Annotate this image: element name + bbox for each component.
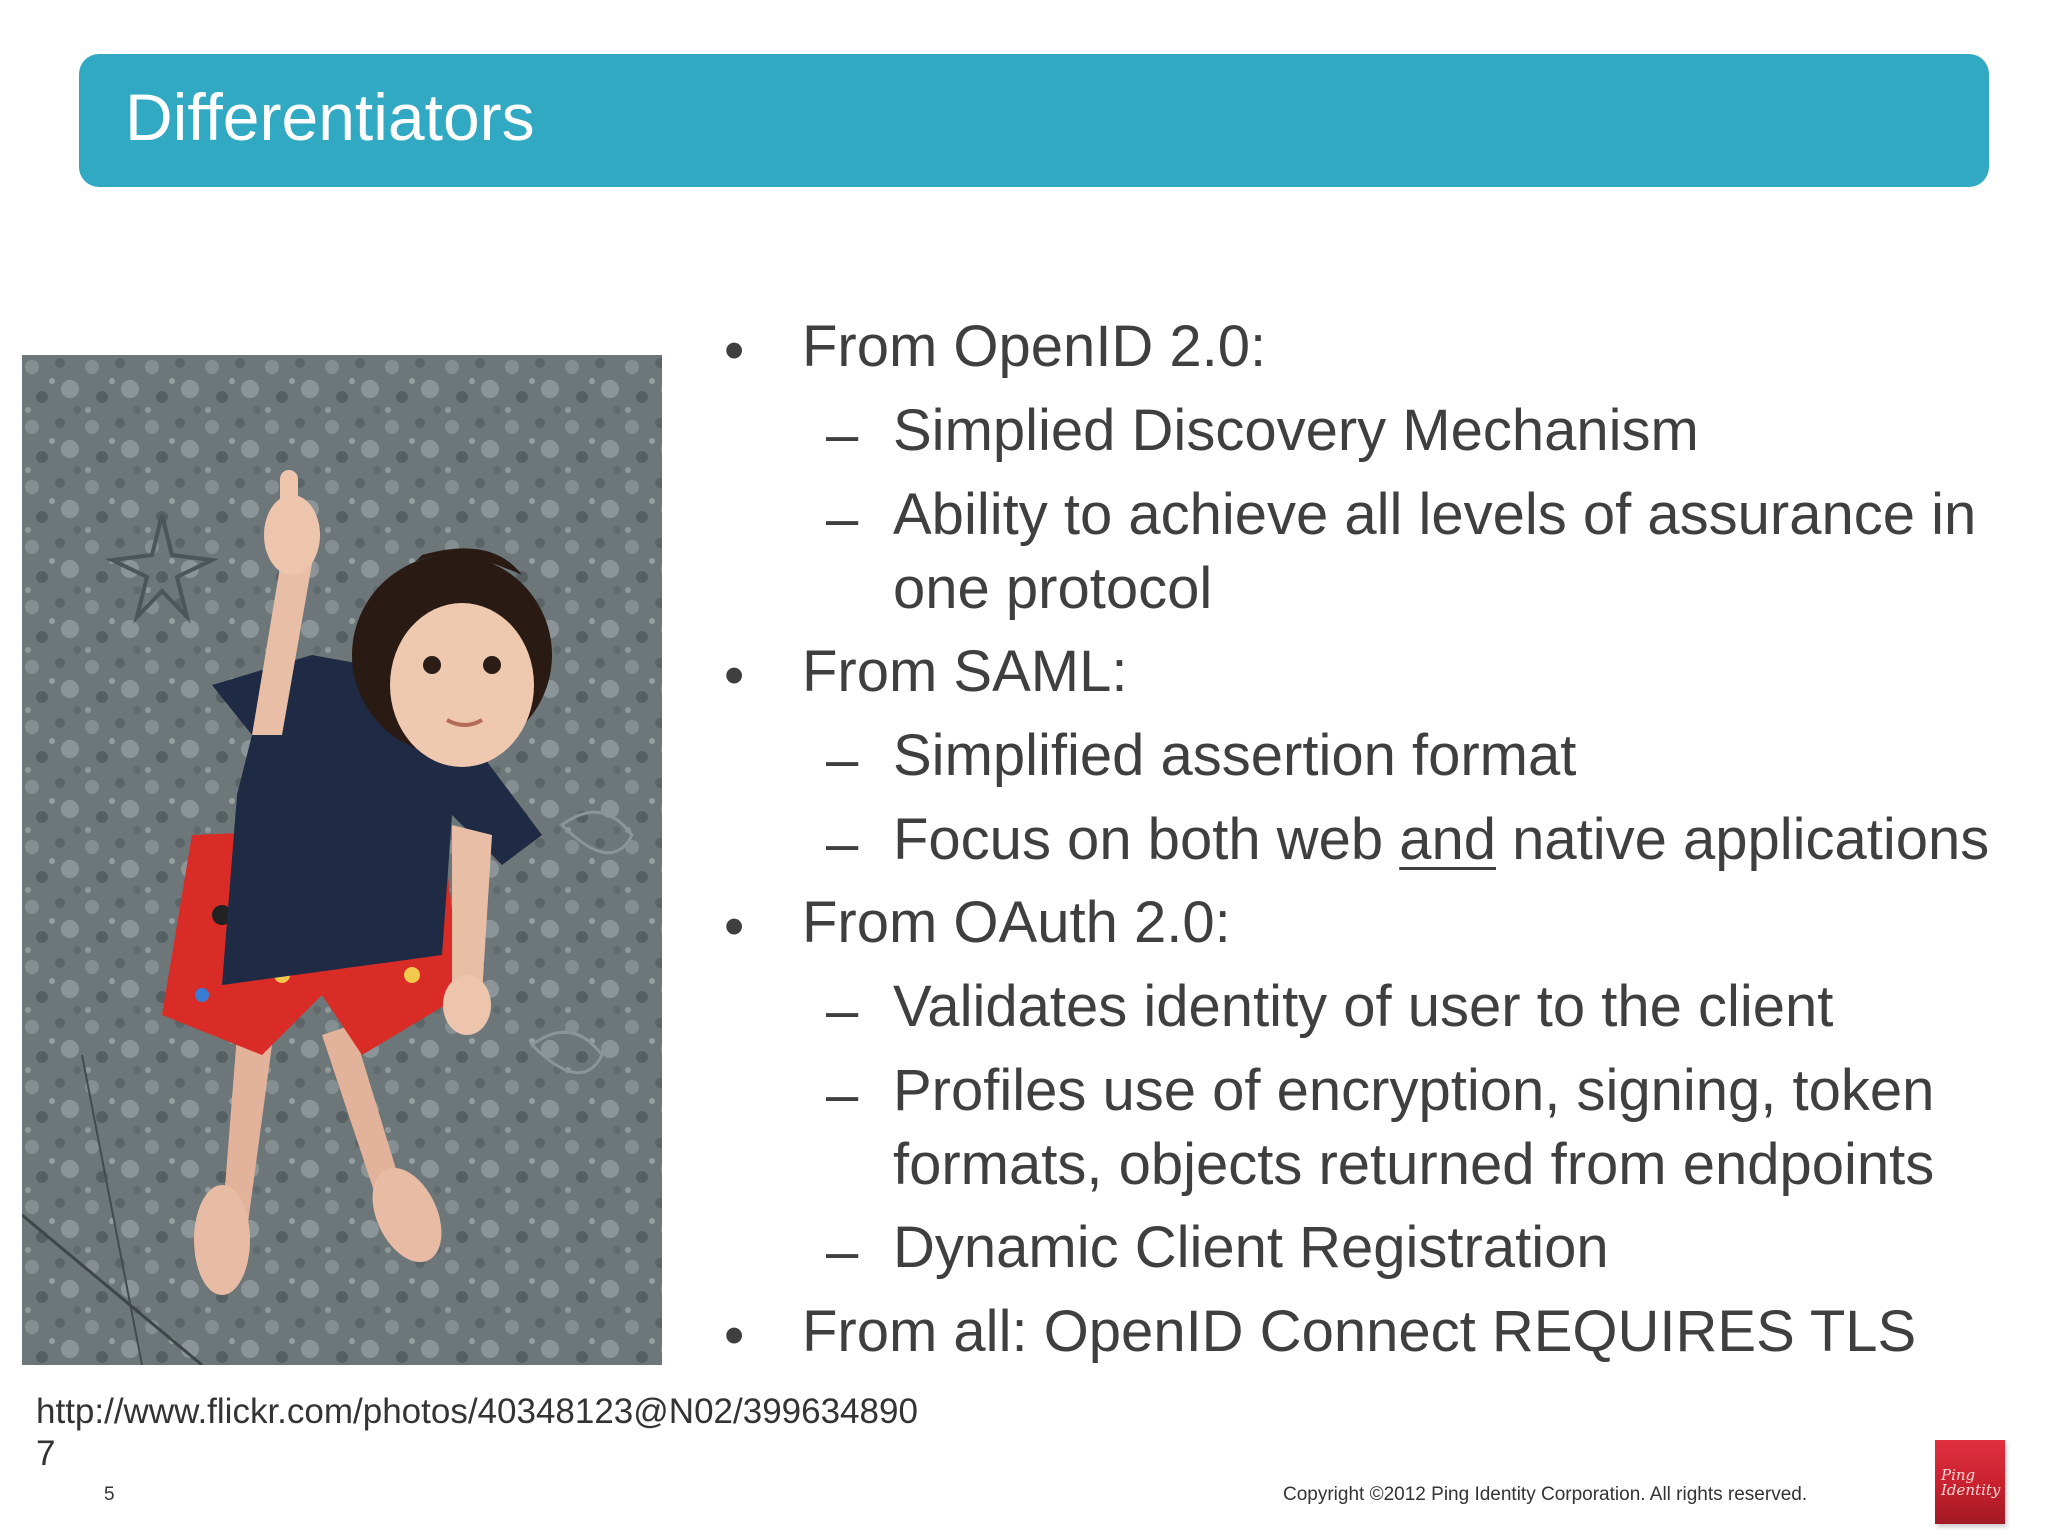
bullet-oauth: From OAuth 2.0: — [802, 890, 1231, 955]
dash-marker: – — [826, 978, 859, 1043]
dash-marker: – — [826, 1062, 859, 1127]
dash-marker: – — [826, 486, 859, 551]
bullet-marker: • — [724, 643, 745, 708]
bullet-marker: • — [724, 894, 745, 959]
bullet-marker: • — [724, 1303, 745, 1368]
sub-bullet-assurance-line2: one protocol — [893, 556, 1213, 621]
logo-wordmark — [1941, 1468, 2000, 1498]
sub-bullet-assurance-line1: Ability to achieve all levels of assurance in — [893, 482, 1977, 547]
photo-credit-url: http://www.flickr.com/photos/40348123@N02/399634890 — [36, 1392, 918, 1431]
sub-bullet-discovery: Simplied Discovery Mechanism — [893, 398, 1699, 463]
ping-identity-logo — [1935, 1440, 2005, 1524]
dash-marker: – — [826, 811, 859, 876]
photo-credit-url-tail: 7 — [36, 1434, 56, 1473]
sub-bullet-profiles-line1: Profiles use of encryption, signing, token — [893, 1058, 1935, 1123]
bullet-openid: From OpenID 2.0: — [802, 314, 1267, 379]
sub-bullet-registration: Dynamic Client Registration — [893, 1215, 1609, 1280]
sub-bullet-web-native-part2: native applications — [1495, 807, 1990, 872]
logo-line2: Identity — [1941, 1481, 2001, 1499]
copyright-notice: Copyright ©2012 Ping Identity Corporation. All rights reserved. — [1283, 1484, 1808, 1505]
logo-line1: Ping — [1941, 1466, 1976, 1484]
page-number: 5 — [104, 1484, 115, 1505]
bullet-marker: • — [724, 318, 745, 383]
sub-bullet-assertion: Simplified assertion format — [893, 723, 1577, 788]
underlined-and: and — [1399, 807, 1496, 872]
sub-bullet-profiles-line2: formats, objects returned from endpoints — [893, 1132, 1935, 1197]
dash-marker: – — [826, 402, 859, 467]
photo-credit — [36, 1391, 1036, 1475]
sub-bullet-web-native — [893, 807, 1989, 874]
bullet-all-tls: From all: OpenID Connect REQUIRES TLS — [802, 1299, 1917, 1364]
dash-marker: – — [826, 1219, 859, 1284]
sub-bullet-validates: Validates identity of user to the client — [893, 974, 1834, 1039]
sub-bullet-web-native-part1: Focus on both web — [893, 807, 1400, 872]
bullet-saml: From SAML: — [802, 639, 1128, 704]
dash-marker: – — [826, 727, 859, 792]
slide-title: Differentiators — [125, 80, 535, 154]
